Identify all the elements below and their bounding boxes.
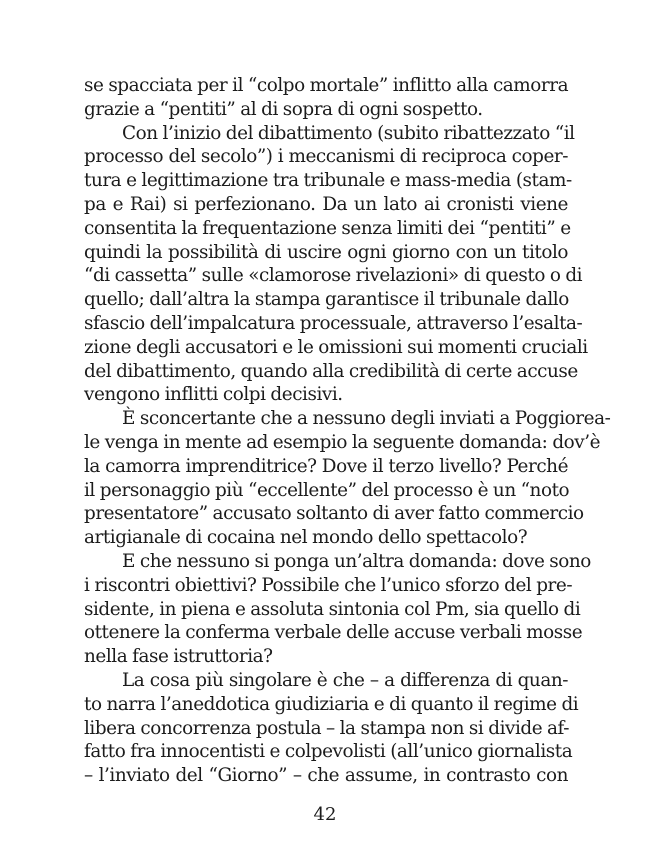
text-line: È sconcertante che a nessuno degli inviati a Poggiorea- [122, 408, 611, 430]
text-line: le venga in mente ad esempio la seguente domanda: dov’è [84, 431, 601, 453]
text-line: se spacciata per il “colpo mortale” inflitto alla camorra [84, 75, 569, 96]
text-line: artigianale di cocaina nel mondo dello spettacolo? [84, 527, 528, 549]
text-line: Con l’inizio del dibattimento (subito ribattezzato “il [122, 122, 575, 144]
text-line: ottenere la conferma verbale delle accuse verbali mosse [84, 622, 583, 644]
page-body [84, 74, 611, 788]
text-line: grazie a “pentiti” al di sopra di ogni sospetto. [84, 98, 483, 120]
text-line: vengono inflitti colpi decisivi. [84, 384, 343, 406]
text-line: pa e Rai) si perfezionano. Da un lato ai cronisti viene [84, 193, 568, 215]
text-line: zione degli accusatori e le omissioni sui momenti cruciali [84, 336, 588, 358]
text-line: La cosa più singolare è che – a differenza di quan- [122, 669, 568, 691]
text-line: il personaggio più “eccellente” del processo è un “noto [84, 479, 570, 501]
text-line: quello; dall’altra la stampa garantisce il tribunale dallo [84, 289, 569, 311]
text-line: i riscontri obiettivi? Possibile che l’unico sforzo del pre- [84, 574, 573, 596]
text-line: consentita la frequentazione senza limiti dei “pentiti” e [84, 217, 571, 239]
page-number: 42 [313, 804, 337, 825]
text-line: sidente, in piena e assoluta sintonia col Pm, sia quello di [84, 598, 581, 620]
text-line: presentatore” accusato soltanto di aver fatto commercio [84, 503, 584, 525]
text-line: libera concorrenza postula – la stampa non si divide af- [84, 717, 570, 739]
text-line: la camorra imprenditrice? Dove il terzo livello? Perché [84, 455, 568, 477]
text-line: “di cassetta” sulle «clamorose rivelazioni» di questo o di [84, 265, 583, 287]
text-line: tura e legittimazione tra tribunale e mass-media (stam- [84, 170, 572, 192]
text-line: sfascio dell’impalcatura processuale, attraverso l’esalta- [84, 312, 583, 334]
text-line: – l’inviato del “Giorno” – che assume, in contrasto con [84, 765, 568, 787]
text-line: quindi la possibilità di uscire ogni giorno con un titolo [84, 241, 568, 263]
text-line: E che nessuno si ponga un’altra domanda: dove sono [122, 550, 591, 572]
text-line: del dibattimento, quando alla credibilità di certe accuse [84, 360, 578, 382]
text-line: to narra l’aneddotica giudiziaria e di quanto il regime di [84, 693, 579, 715]
text-line: processo del secolo”) i meccanismi di reciproca coper- [84, 146, 568, 168]
text-line: nella fase istruttoria? [84, 646, 273, 668]
text-line: fatto fra innocentisti e colpevolisti (all’unico giornalista [84, 741, 573, 763]
